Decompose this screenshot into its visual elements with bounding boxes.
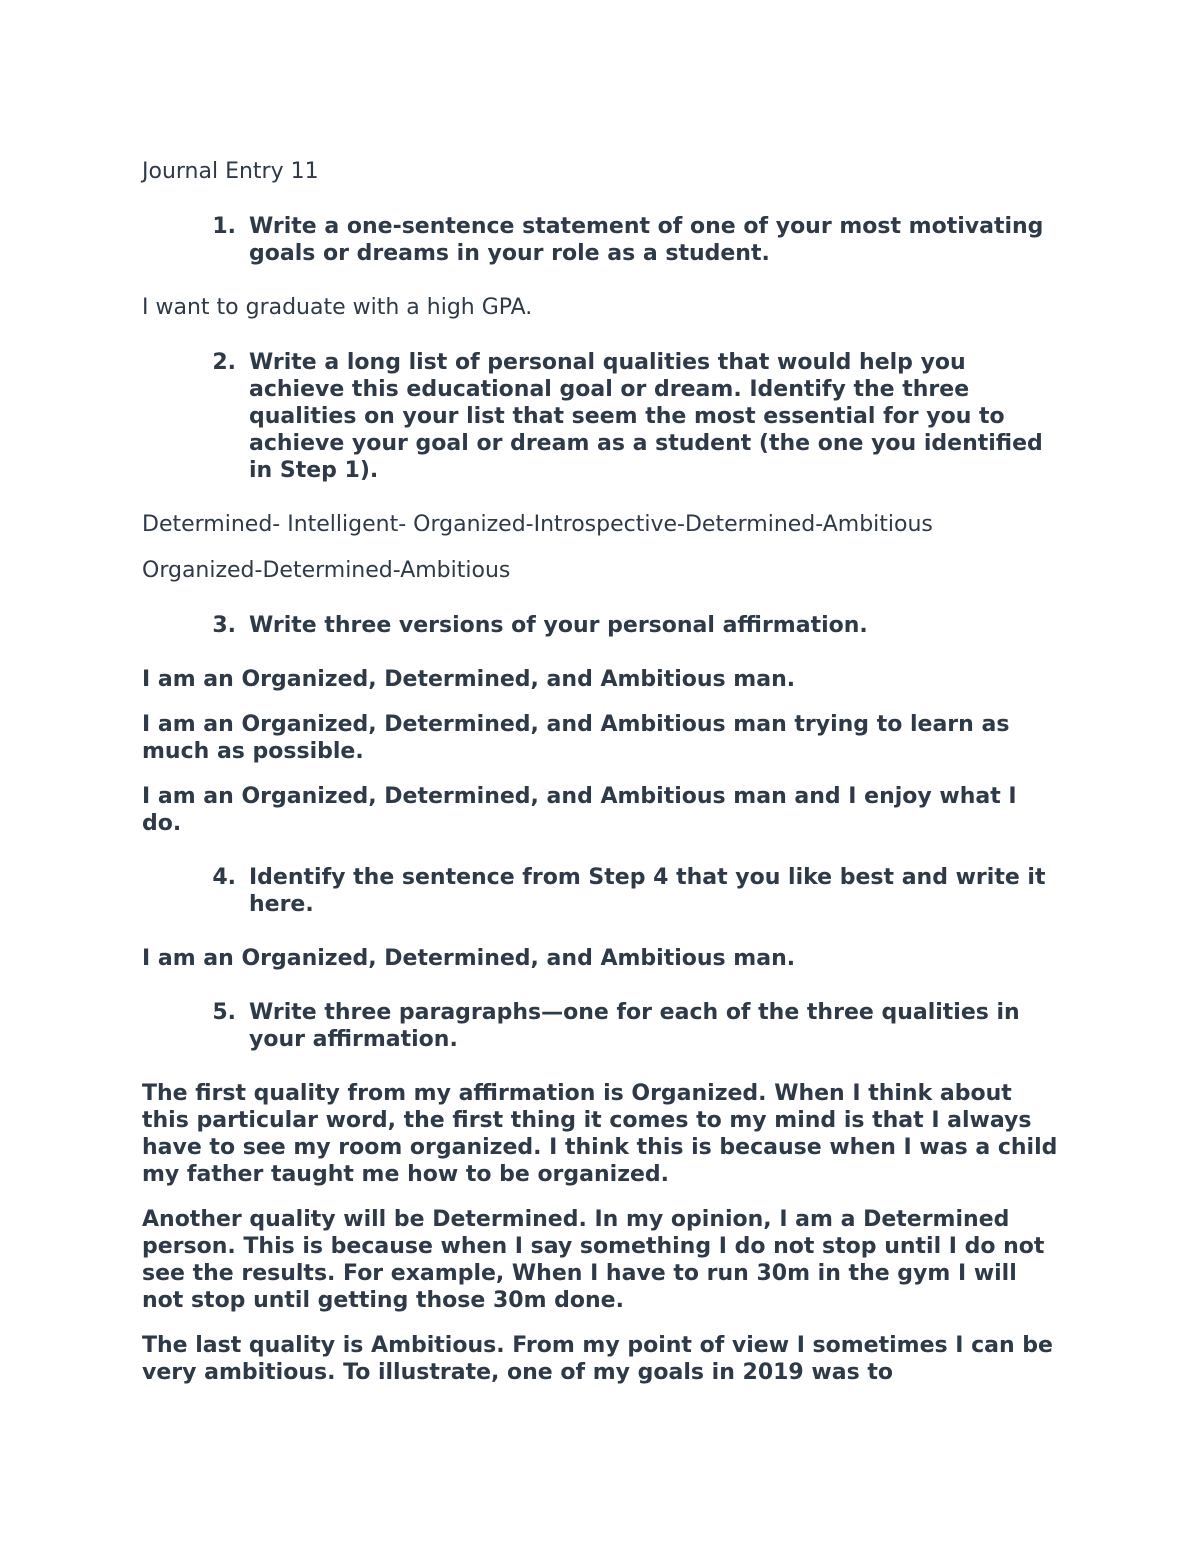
question-5-text: Write three paragraphs—one for each of the three qualities in your affirmation.: [249, 1000, 1020, 1052]
question-5: [142, 999, 1062, 1053]
paragraph-determined: Another quality will be Determined. In my opinion, I am a Determined person. This is because when I say something I do not stop until I do not see the results. For example, When I have to run 30m in the gym I will not stop until getting those 30m done.: [142, 1207, 1045, 1313]
question-2-text: Write a long list of personal qualities that would help you achieve this educational goal or dream. Identify the three qualities on your list that seem the most essential for you to achieve your goal or dream as a student (the one you identified in Step 1).: [249, 350, 1043, 483]
question-1: [142, 213, 1062, 267]
question-2-number: 2.: [212, 350, 236, 375]
answer-2-list: Determined- Intelligent- Organized-Introspective-Determined-Ambitious: [142, 512, 933, 537]
question-4: [142, 864, 1062, 918]
affirmation-version-1: I am an Organized, Determined, and Ambitious man.: [142, 667, 796, 692]
page-title: Journal Entry 11: [142, 159, 319, 184]
answer-2-top-three: Organized-Determined-Ambitious: [142, 558, 511, 583]
answer-1: I want to graduate with a high GPA.: [142, 295, 533, 320]
paragraph-organized: The first quality from my affirmation is Organized. When I think about this particular word, the first thing it comes to my mind is that I always have to see my room organized. I think this is because when I was a child my father taught me how to be organized.: [142, 1081, 1058, 1187]
question-4-number: 4.: [212, 865, 236, 890]
question-3: [142, 612, 1062, 639]
question-5-number: 5.: [212, 1000, 236, 1025]
question-1-text: Write a one-sentence statement of one of your most motivating goals or dreams in your role as a student.: [249, 214, 1044, 266]
question-1-number: 1.: [212, 214, 236, 239]
answer-4: I am an Organized, Determined, and Ambitious man.: [142, 946, 796, 971]
question-3-text: Write three versions of your personal affirmation.: [249, 613, 868, 638]
question-2: [142, 349, 1062, 484]
document-page: [142, 158, 1062, 1404]
question-4-text: Identify the sentence from Step 4 that you like best and write it here.: [249, 865, 1046, 917]
question-3-number: 3.: [212, 613, 236, 638]
affirmation-version-3: I am an Organized, Determined, and Ambitious man and I enjoy what I do.: [142, 784, 1017, 836]
paragraph-ambitious: The last quality is Ambitious. From my point of view I sometimes I can be very ambitious. To illustrate, one of my goals in 2019 was to: [142, 1333, 1053, 1385]
affirmation-version-2: I am an Organized, Determined, and Ambitious man trying to learn as much as possible.: [142, 712, 1010, 764]
